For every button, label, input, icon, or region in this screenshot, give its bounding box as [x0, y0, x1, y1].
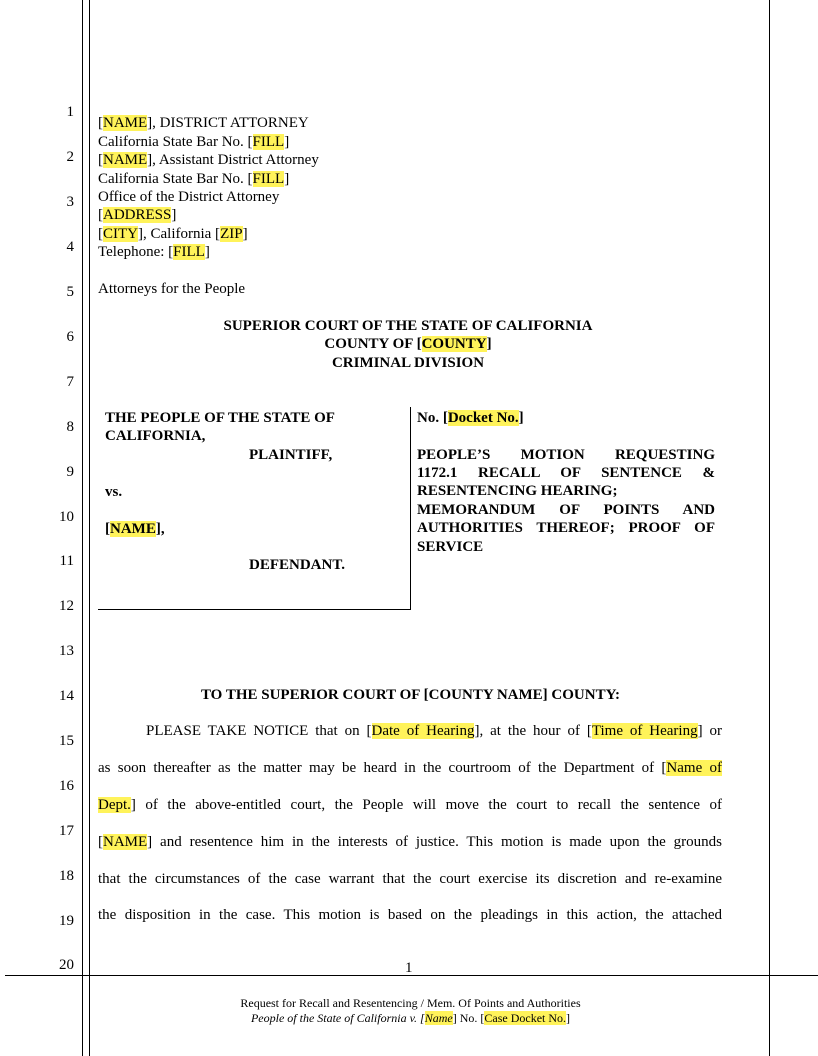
address-field[interactable]: ADDRESS: [103, 207, 172, 223]
time-of-hearing-field[interactable]: Time of Hearing: [591, 723, 698, 739]
line-number: 19: [59, 913, 74, 929]
line-number: 10: [59, 509, 74, 525]
vs-label: vs.: [105, 484, 123, 500]
bar-label: California State Bar No. [: [98, 134, 253, 150]
line-number: 18: [59, 868, 74, 884]
footer-name-field[interactable]: Name: [424, 1011, 453, 1025]
people-line-1: THE PEOPLE OF THE STATE OF: [105, 410, 335, 426]
body-line-2: [98, 759, 722, 777]
body-line-6: the disposition in the case. This motion is based on the pleadings in this action, the attached: [98, 907, 722, 923]
line-number: 11: [59, 553, 74, 569]
line-number: 16: [59, 778, 74, 794]
text: ] or: [697, 723, 723, 739]
ada-title: ], Assistant District Attorney: [147, 152, 319, 168]
court-name: SUPERIOR COURT OF THE STATE OF CALIFORNIA: [223, 318, 593, 334]
line-number: 3: [66, 194, 74, 210]
text: as soon thereafter as the matter may be heard in the courtroom of the Department of [: [98, 760, 667, 776]
footer-no-label: ] No. [: [452, 1011, 485, 1025]
line-number: 15: [59, 733, 74, 749]
motion-title-line: 1172.1 RECALL OF SENTENCE &: [417, 465, 715, 481]
notice-heading: TO THE SUPERIOR COURT OF [COUNTY NAME] COUNTY:: [200, 687, 621, 703]
division-line: CRIMINAL DIVISION: [331, 355, 485, 371]
date-of-hearing-field[interactable]: Date of Hearing: [371, 723, 475, 739]
bar-number-field-2[interactable]: FILL: [252, 171, 285, 187]
body-line-4: [NAME] and resentence him in the interests of justice. This motion is made upon the grounds: [98, 834, 722, 850]
city-line: [CITY], California [ZIP]: [98, 226, 248, 242]
caption-divider: [410, 407, 411, 610]
body-line-5: that the circumstances of the case warrant that the court exercise its discretion and re-examine: [98, 871, 722, 887]
footer-case-caption: People of the State of California v. [: [250, 1011, 425, 1025]
da-line: [NAME], DISTRICT ATTORNEY: [98, 115, 309, 131]
caption-bottom-rule: [98, 609, 411, 610]
defendant-name-field[interactable]: NAME: [110, 521, 156, 537]
ada-name-field[interactable]: NAME: [103, 152, 148, 168]
left-margin-line-outer: [82, 0, 83, 1056]
attorneys-for-line: Attorneys for the People: [98, 281, 246, 297]
docket-field[interactable]: Docket No.: [447, 410, 519, 426]
docket-line: No. [Docket No.]: [417, 410, 524, 426]
page-number: 1: [405, 960, 413, 976]
line-number: 5: [66, 284, 74, 300]
ada-line: [NAME], Assistant District Attorney: [98, 152, 319, 168]
plaintiff-label: PLAINTIFF,: [249, 447, 333, 463]
footer-title: Request for Recall and Resentencing / Mem. Of Points and Authorities: [240, 996, 581, 1010]
line-number: 8: [66, 419, 74, 435]
defendant-name-field-body[interactable]: NAME: [103, 834, 148, 850]
bar-number-field-1[interactable]: FILL: [252, 134, 285, 150]
address-line: [ADDRESS]: [98, 207, 177, 223]
telephone-field[interactable]: FILL: [173, 244, 205, 260]
body-line-3: [98, 796, 722, 814]
da-title: ], DISTRICT ATTORNEY: [147, 115, 309, 131]
office-line: Office of the District Attorney: [98, 189, 280, 205]
line-number: 2: [66, 149, 74, 165]
telephone-line: Telephone: [FILL]: [98, 244, 210, 260]
dept-name-field[interactable]: Name of: [666, 760, 722, 776]
defendant-name-line: [NAME],: [105, 521, 165, 537]
bar-label: California State Bar No. [: [98, 171, 253, 187]
motion-title-line: PEOPLE’S MOTION REQUESTING: [417, 447, 715, 463]
line-number: 1: [66, 104, 74, 120]
footer-bracket: ]: [566, 1011, 571, 1025]
text: ] and resentence him in the interests of justice. This motion is made upon the grounds: [147, 834, 722, 850]
footer-docket-field[interactable]: Case Docket No.: [484, 1011, 567, 1025]
right-margin-line: [769, 0, 770, 1056]
county-label: COUNTY OF [: [324, 336, 422, 352]
line-number: 7: [66, 374, 74, 390]
text: ] of the above-entitled court, the People will move the court to recall the sentence of: [130, 797, 722, 813]
telephone-label: Telephone: [: [98, 244, 174, 260]
line-number: 6: [66, 329, 74, 345]
line-number: 20: [59, 957, 74, 973]
bar-number-line-1: California State Bar No. [FILL]: [98, 134, 290, 150]
motion-title-line: RESENTENCING HEARING;: [417, 483, 618, 499]
state-text: ], California [: [138, 226, 221, 242]
body-line-1: [146, 722, 722, 740]
text: PLEASE TAKE NOTICE that on [: [146, 723, 372, 739]
dept-field[interactable]: Dept.: [98, 797, 131, 813]
motion-title-line: MEMORANDUM OF POINTS AND: [417, 502, 715, 518]
line-number: 14: [59, 688, 74, 704]
county-line: COUNTY OF [COUNTY]: [324, 336, 492, 352]
da-name-field[interactable]: NAME: [103, 115, 148, 131]
line-number: 9: [66, 464, 74, 480]
motion-title-line: AUTHORITIES THEREOF; PROOF OF: [417, 520, 715, 536]
city-field[interactable]: CITY: [103, 226, 138, 242]
county-field[interactable]: COUNTY: [421, 336, 487, 352]
line-number: 13: [59, 643, 74, 659]
text: ], at the hour of [: [474, 723, 592, 739]
line-number: 12: [59, 598, 74, 614]
left-margin-line-inner: [89, 0, 90, 1056]
line-number: 17: [59, 823, 74, 839]
line-number: 4: [66, 239, 74, 255]
footer-case-line: [98, 1011, 723, 1026]
bar-number-line-2: California State Bar No. [FILL]: [98, 171, 290, 187]
zip-field[interactable]: ZIP: [220, 226, 243, 242]
people-line-2: CALIFORNIA,: [105, 428, 206, 444]
defendant-label: DEFENDANT.: [249, 557, 345, 573]
motion-title-line: SERVICE: [417, 539, 484, 555]
docket-label: No. [: [417, 410, 448, 426]
